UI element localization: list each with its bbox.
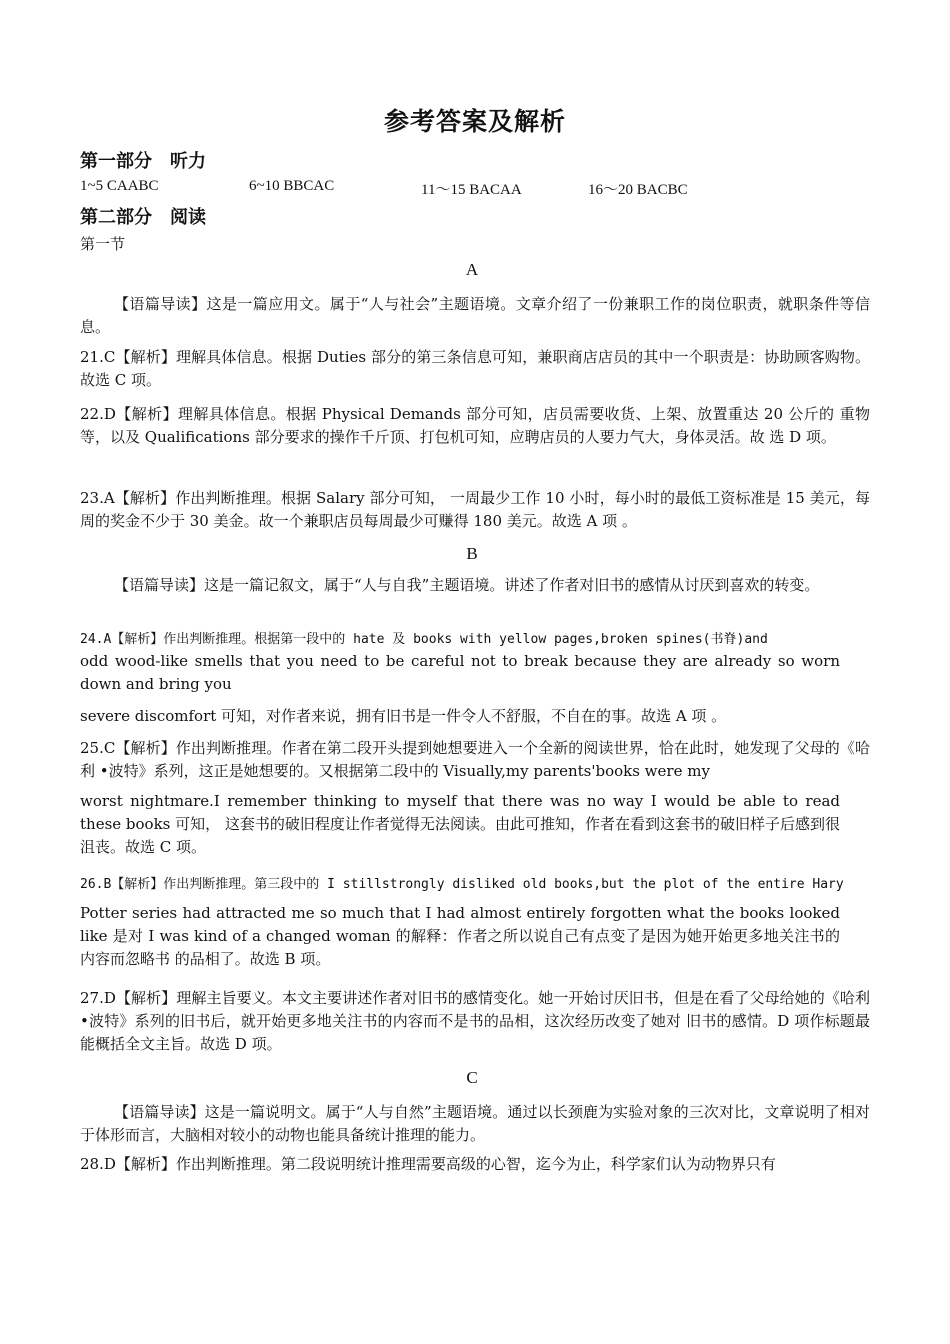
page-title: 参考答案及解析 (383, 107, 566, 136)
passage-a-intro: 【语篇导读】这是一篇应用文。属于“人与社会”主题语境。文章介绍了一份兼职工作的岗位职责，就职条件等信息。 (80, 295, 870, 336)
passage-b-intro: 【语篇导读】这是一篇记叙文，属于“人与自我”主题语境。讲述了作者对旧书的感情从讨厌到喜欢的转变。 (114, 576, 820, 594)
listening-answers (80, 178, 880, 200)
part1-heading: 第一部分 听力 (80, 151, 206, 172)
section-label: 第一节 (80, 235, 126, 253)
passage-c-intro: 【语篇导读】这是一篇说明文。属于“人与自然”主题语境。通过以长颈鹿为实验对象的三次对比，文章说明了相对于体形而言，大脑相对较小的动物也能具备统计推理的能力。 (80, 1103, 870, 1144)
answer-group-4: 16～20 BACBC (588, 182, 688, 198)
answer-25-part1: 25.C【解析】作出判断推理。作者在第二段开头提到她想要进入一个全新的阅读世界，恰在此时，她发现了父母的《哈利 •波特》系列，这正是她想要的。又根据第二段中的 Visually,my parents'books were my (80, 739, 870, 780)
answer-22: 22.D【解析】理解具体信息。根据 Physical Demands 部分可知，店员需要收货、上架、放置重达 20 公斤的 重物等，以及 Qualifications 部分要求的操作千斤顶、打包机可知，应聘店员的人要力气大，身体灵活。故 选 D 项。 (80, 405, 870, 446)
answer-24-line3: severe discomfort 可知，对作者来说，拥有旧书是一件令人不舒服，不自在的事。故选 A 项 。 (80, 707, 727, 725)
passage-b-letter: B (466, 544, 478, 563)
answer-23: 23.A【解析】作出判断推理。根据 Salary 部分可知， 一周最少工作 10 小时，每小时的最低工资标准是 15 美元，每周的奖金不少于 30 美金。故一个兼职店员每周最少可赚得 180 美元。故选 A 项 。 (80, 489, 870, 530)
answer-28: 28.D【解析】作出判断推理。第二段说明统计推理需要高级的心智，迄今为止，科学家们认为动物界只有 (80, 1155, 776, 1173)
answer-21: 21.C【解析】理解具体信息。根据 Duties 部分的第三条信息可知，兼职商店店员的其中一个职责是：协助顾客购物。故选 C 项。 (80, 348, 870, 389)
passage-c-letter: C (466, 1068, 478, 1087)
answer-24-line1: 24.A【解析】作出判断推理。根据第一段中的 hate 及 books with yellow pages,broken spines(书脊)and (80, 632, 768, 647)
answer-25-part2: worst nightmare.I remember thinking to myself that there was no way I would be able to read these books 可知， 这套书的破旧程度让作者觉得无法阅读。由此可推知，作者在看到这套书的破旧样子后感到很沮丧。故选 C 项。 (80, 792, 840, 856)
passage-a-letter: A (465, 260, 479, 279)
answer-group-2: 6~10 BBCAC (249, 178, 335, 194)
part2-heading: 第二部分 阅读 (80, 207, 206, 228)
answer-26-line1: 26.B【解析】作出判断推理。第三段中的 I stillstrongly disliked old books,but the plot of the entire Hary (80, 877, 844, 892)
answer-group-1: 1~5 CAABC (80, 178, 159, 194)
answer-27: 27.D【解析】理解主旨要义。本文主要讲述作者对旧书的感情变化。她一开始讨厌旧书，但是在看了父母给她的《哈利 •波特》系列的旧书后，就开始更多地关注书的内容而不是书的品相，这次经历改变了她对 旧书的感情。D 项作标题最能概括全文主旨。故选 D 项。 (80, 989, 870, 1053)
answer-26-part2: Potter series had attracted me so much that I had almost entirely forgotten what the books looked like 是对 I was kind of a changed woman 的解释：作者之所以说自己有点变了是因为她开始更多地关注书的内容而忽略书 的品相了。故选 B 项。 (80, 904, 840, 968)
answer-group-3: 11～15 BACAA (421, 182, 522, 198)
answer-24-line2: odd wood-like smells that you need to be careful not to break because they are already so worn down and bring you (80, 652, 840, 693)
